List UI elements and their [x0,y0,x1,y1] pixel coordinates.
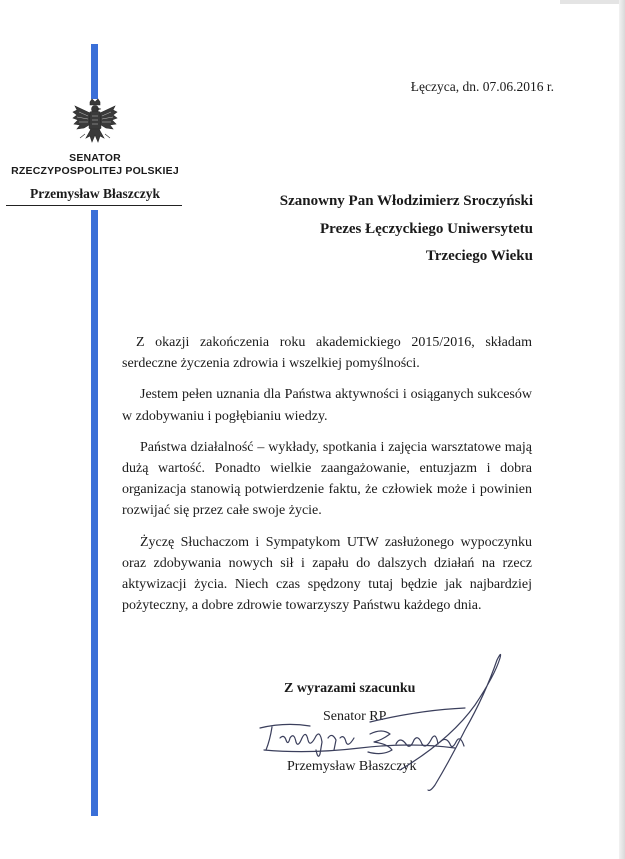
letter-body [122,332,532,626]
body-paragraph-2: Jestem pełen uznania dla Państwa aktywności i osiąganych sukcesów w zdobywaniu i pogłębianiu wiedzy. [122,387,532,424]
letterhead-accent-bar-top [91,44,98,99]
body-paragraph-3: Państwa działalność – wykłady, spotkania i zajęcia warsztatowe mają dużą wartość. Ponadto wielkie zaangażowanie, entuzjazm i dobra organizacja stanowią potwierdzenie faktu, że człowiek może i powinien rozwijać się przez całe swoje życie. [122,439,532,519]
page-top-edge [560,0,625,4]
body-paragraph-1: Z okazji zakończenia roku akademickiego 2015/2016, składam serdeczne życzenia zdrowia i wszelkiej pomyślności. [122,335,532,372]
handwritten-signature-icon [250,650,520,800]
letterhead-office-line2: RZECZYPOSPOLITEJ POLSKIEJ [11,165,179,177]
signatory-title: Senator RP [323,709,387,724]
body-paragraph-4: Życzę Słuchaczom i Sympatykom UTW zasłużonego wypoczynku oraz zdobywania nowych sił i zapału do dalszych działań na rzecz aktywizacji życia. Niech czas spędzony tutaj będzie jak najbardziej pożyteczny, a dobre zdrowie towarzyszy Państwu każdego dnia. [122,534,532,614]
letterhead-accent-bar-bottom [91,210,98,816]
letterhead-divider [6,205,182,206]
page-right-edge [619,0,625,859]
letterhead-sender-name: Przemysław Błaszczyk [29,186,161,201]
recipient-line3: Trzeciego Wieku [425,248,533,264]
letterhead-office [0,152,190,178]
recipient-line2: Prezes Łęczyckiego Uniwersytetu [320,220,533,237]
recipient-block [280,188,533,271]
closing-salutation: Z wyrazami szacunku [284,681,416,696]
date-line: Łęczyca, dn. 07.06.2016 r. [410,79,554,94]
signatory-name: Przemysław Błaszczyk [287,759,417,774]
polish-eagle-emblem-icon [71,98,119,150]
letterhead-office-line1: SENATOR [69,152,121,164]
recipient-line1: Szanowny Pan Włodzimierz Sroczyński [279,193,533,209]
